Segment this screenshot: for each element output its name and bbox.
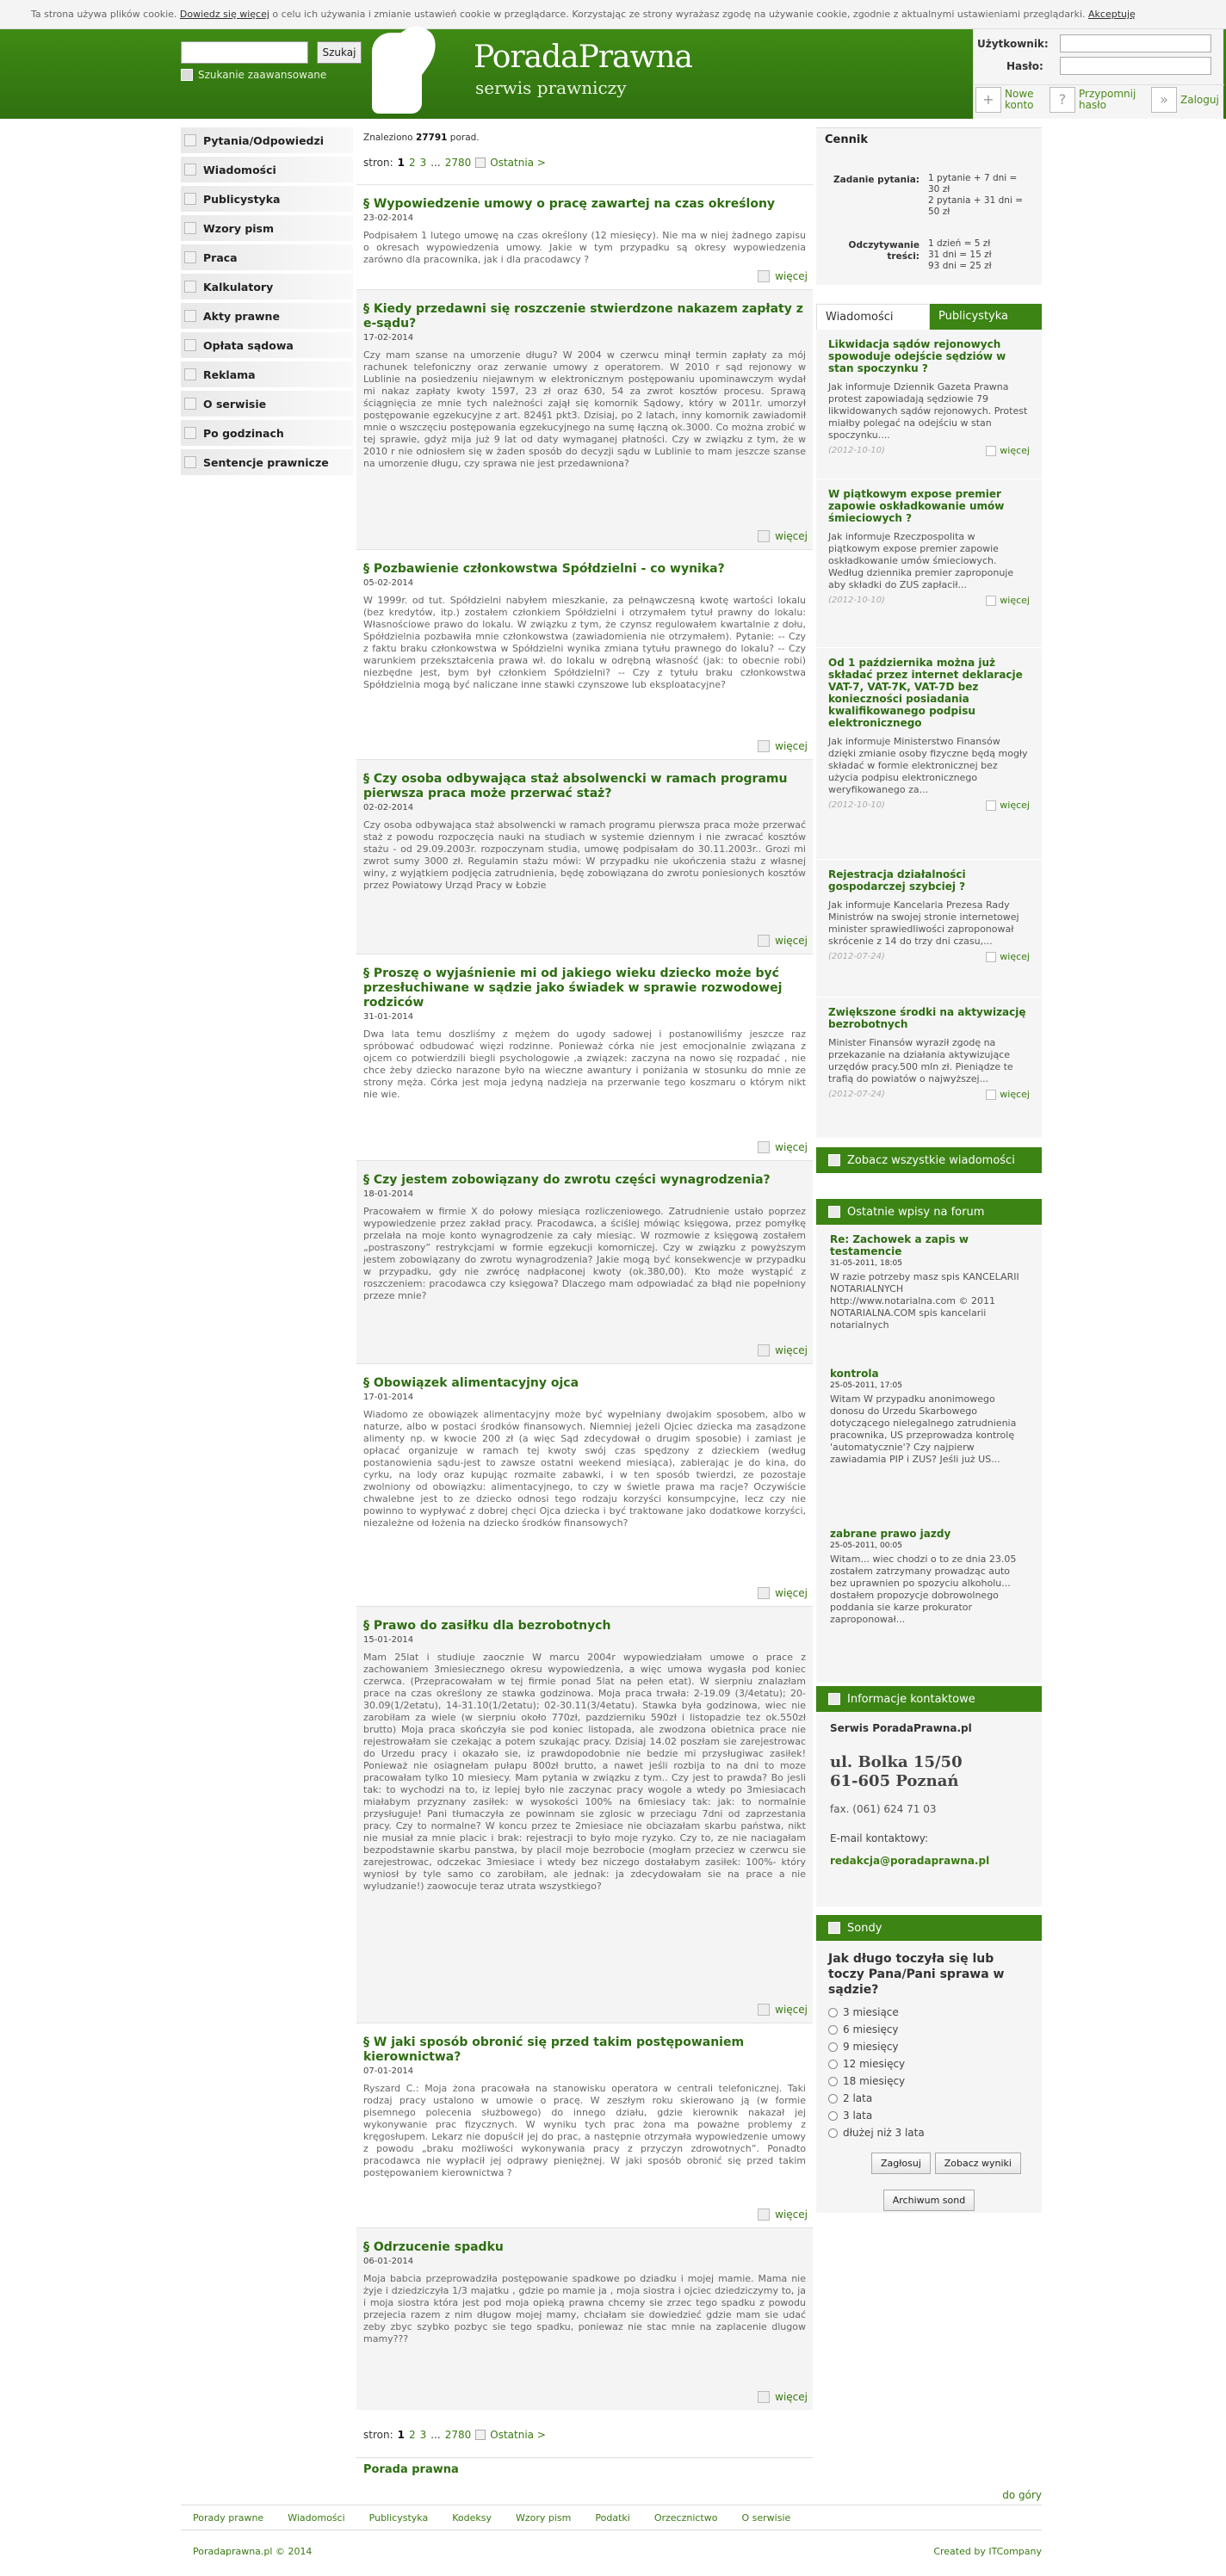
sidebar-item-o-serwisie[interactable] xyxy=(181,391,353,417)
footer-nav xyxy=(181,2505,1042,2530)
sidebar-item-wiadomosci[interactable] xyxy=(181,157,353,182)
arrow-icon xyxy=(828,1206,840,1218)
article-date: 23-02-2014 xyxy=(363,213,414,223)
results-suffix: porad. xyxy=(447,133,480,143)
footer-link[interactable]: Wiadomości xyxy=(288,2511,345,2523)
more-label: więcej xyxy=(1000,445,1030,456)
poll-title: Sondy xyxy=(847,1921,882,1935)
pagination-dots: ... xyxy=(430,157,441,169)
poll-option-label: 6 miesięcy xyxy=(843,2023,899,2035)
username-input[interactable] xyxy=(1060,34,1211,53)
article-date: 17-02-2014 xyxy=(363,333,414,343)
sidebar-item-kalkulatory[interactable] xyxy=(181,274,353,300)
article-excerpt: Podpisałem 1 lutego umowę na czas określony (12 miesięcy). Nie ma w niej żadnego zapisu o okresach wypowiedzenia umowy. Jakie w tym przypadku są okresy wypowiedzenia zarówno dla pracownika, jak i dla pracodawcy ? xyxy=(363,230,806,265)
pricing-row-value: 1 dzień = 5 zł 31 dni = 15 zł 93 dni = 25 zł xyxy=(928,238,992,271)
sidebar-item-label: Kalkulatory xyxy=(203,280,274,293)
poll-option[interactable] xyxy=(828,2006,1030,2018)
back-to-top-link[interactable]: do góry xyxy=(1002,2489,1042,2501)
arrow-icon xyxy=(758,935,770,947)
forum-post-date: 25-05-2011, 17:05 xyxy=(830,1381,902,1390)
article-title[interactable]: § W jaki sposób obronić się przed takim postępowaniem kierownictwa? xyxy=(363,2035,745,2064)
more-link[interactable] xyxy=(758,1587,808,1599)
more-link[interactable] xyxy=(758,2391,808,2403)
page-2-link[interactable]: 2 xyxy=(408,157,416,169)
arrow-icon xyxy=(184,368,196,380)
poll-results-button[interactable]: Zobacz wyniki xyxy=(935,2153,1021,2174)
forum-post-title[interactable]: kontrola xyxy=(830,1368,879,1380)
forum-post-title[interactable]: Re: Zachowek a zapis w testamencie xyxy=(830,1233,969,1257)
page-3-link[interactable]: 3 xyxy=(419,2429,427,2441)
sidebar-item-reklama[interactable] xyxy=(181,361,353,387)
more-link[interactable] xyxy=(758,935,808,947)
more-label: więcej xyxy=(1000,595,1030,606)
pagination-top xyxy=(356,148,813,177)
more-link[interactable] xyxy=(758,740,808,752)
new-account-link[interactable] xyxy=(975,87,1041,113)
radio-icon[interactable] xyxy=(828,2060,838,2069)
pagination-label: stron: xyxy=(363,2429,393,2441)
more-link[interactable] xyxy=(758,1344,808,1356)
news-excerpt: Jak informuje Dziennik Gazeta Prawna protest zapowiadają sędziowie 79 likwidowanych sądów rejonowych. Protest miałby polegać na odejściu w stan spoczynku.... xyxy=(828,381,1028,441)
arrow-icon xyxy=(184,427,196,439)
arrow-icon xyxy=(184,251,196,263)
footer-link[interactable]: O serwisie xyxy=(741,2511,791,2523)
more-link[interactable] xyxy=(758,270,808,282)
poll-option[interactable] xyxy=(828,2092,1030,2104)
article-date: 18-01-2014 xyxy=(363,1189,414,1199)
footer-link[interactable]: Wzory pism xyxy=(515,2511,572,2523)
news-date: (2012-07-24) xyxy=(828,1090,885,1099)
more-label: więcej xyxy=(775,1141,808,1153)
more-label: więcej xyxy=(775,2208,808,2221)
news-title[interactable]: Likwidacja sądów rejonowych spowoduje odejście sędziów w stan spoczynku ? xyxy=(828,338,1006,374)
contact-header xyxy=(816,1686,1042,1712)
search-button[interactable]: Szukaj xyxy=(317,41,362,64)
article-item xyxy=(356,759,813,954)
advanced-search-label: Szukanie zaawansowane xyxy=(198,69,327,81)
poll-option[interactable] xyxy=(828,2127,1030,2139)
contact-street: ul. Bolka 15/50 xyxy=(830,1753,963,1771)
page-last-link[interactable]: Ostatnia > xyxy=(490,2429,546,2441)
news-date: (2012-10-10) xyxy=(828,800,885,810)
article-item xyxy=(356,2023,813,2227)
poll-option-label: 3 lata xyxy=(843,2110,873,2122)
arrow-icon xyxy=(758,740,770,752)
arrow-icon xyxy=(475,158,486,168)
article-excerpt: W 1999r. od tut. Spółdzielni nabyłem mieszkanie, za pełnąwczesną kwotę wartości lokalu (bez kredytów, itp.) zostałem członkiem Spółdzielni i otrzymałem tytuł prawny do lokalu: Własnościowe prawo do lokalu. W związku z tym, że czynsz regulowałem kwartalnie z dołu, Spółdzielnia pozbawiła mnie członkowstwa (zawiadomienia nie otrzymałem). Pytanie: -- Czy z faktu braku członkowstwa w Spółdzielni wynika zmiana tytułu prawnego do lokalu? -- Czy warunkiem przekształcenia prawa wł. do lokalu w odrębną własność (jak: to obecnie robi) niezbędne jest, bym był członkiem Spółdzielni? -- Czy z tytułu braku członkowstwa Spółdzielnia mogą być naliczane inne stawki czynszowe lub eksploatacyjne? xyxy=(363,595,806,690)
more-label: więcej xyxy=(775,2004,808,2016)
article-date: 06-01-2014 xyxy=(363,2257,414,2266)
poll-box xyxy=(816,1941,1042,2213)
news-excerpt: Jak informuje Ministerstwo Finansów dzięki zmianie osoby fizyczne będą mogły składać w formie elektronicznej bez użycia podpisu elektronicznego weryfikowanego za... xyxy=(828,736,1028,795)
poll-option-label: 9 miesięcy xyxy=(843,2041,899,2053)
arrow-icon xyxy=(181,69,193,81)
forum-post-excerpt: Witam W przypadku anonimowego donosu do Urzedu Skarbowego dotyczącego nielegalnego zatrudnienia pracownika, US przeprowadza kontrolę 'automatycznie'? Czy najpierw zawiadamia PIP i ZUS? Jeśli już US... xyxy=(830,1393,1017,1465)
arrow-icon xyxy=(184,193,196,205)
poll-option-label: 2 lata xyxy=(843,2092,873,2104)
arrow-icon xyxy=(986,446,996,456)
sidebar-item-po-godzinach[interactable] xyxy=(181,420,353,446)
sidebar-item-label: Pytania/Odpowiedzi xyxy=(203,133,325,147)
vote-button[interactable]: Zagłosuj xyxy=(871,2153,931,2174)
logo-title[interactable]: PoradaPrawna xyxy=(474,40,692,75)
sidebar-item-label: Praca xyxy=(203,250,238,264)
remind-password-label: Przypomnij hasło xyxy=(1079,88,1136,111)
news-title[interactable]: Zwiększone środki na aktywizację bezrobotnych xyxy=(828,1006,1026,1030)
contact-fax: fax. (061) 624 71 03 xyxy=(830,1803,937,1815)
sidebar-item-label: Akty prawne xyxy=(203,309,280,323)
sidebar-item-oplata-sadowa[interactable] xyxy=(181,332,353,358)
contact-email-label: E-mail kontaktowy: xyxy=(830,1832,929,1844)
forum-title: Ostatnie wpisy na forum xyxy=(847,1205,985,1219)
radio-icon[interactable] xyxy=(828,2111,838,2121)
sidebar-nav xyxy=(181,127,353,479)
article-date: 15-01-2014 xyxy=(363,1635,414,1645)
arrow-icon xyxy=(758,270,770,282)
news-excerpt: Jak informuje Rzeczpospolita w piątkowym expose premier zapowie oskładkowanie umów śmieciowych. Według dziennika premier zaproponuje aby składki do ZUS zapłacił... xyxy=(828,531,1014,590)
sidebar-item-wzory-pism[interactable] xyxy=(181,215,353,241)
page-3-link[interactable]: 3 xyxy=(419,157,427,169)
poll-option-label: 3 miesiące xyxy=(843,2006,899,2018)
article-item xyxy=(356,954,813,1160)
news-title[interactable]: Rejestracja działalności gospodarczej szybciej ? xyxy=(828,868,966,893)
sidebar-item-akty-prawne[interactable] xyxy=(181,303,353,329)
sidebar-item-label: Po godzinach xyxy=(203,426,284,440)
cookie-bar xyxy=(0,0,1226,29)
arrow-icon xyxy=(758,2391,770,2403)
news-item xyxy=(816,479,1042,648)
arrow-icon xyxy=(828,1922,840,1934)
pricing-row-value: 1 pytanie + 7 dni = 30 zł 2 pytania + 31 dni = 50 zł xyxy=(928,173,1023,217)
bottom-heading: Porada prawna xyxy=(356,2457,813,2478)
article-excerpt: Moja babcia przeprowadziła postępowanie spadkowe po dziadku i mojej mamie. Mama nie żyje i dziedziczyła 1/3 majatku , gdzie po mamie ja , moja siostra i ojciec dziedziczymy to, ja i moja siostra która jest pod moja opieką prawna chcemy sie zrzec tego spadku z powodu przejecia razem z nim długow mojej mamy, chciałam sie dowiedzieć gdzie mam sie udać zeby zbyc szybko pozbyc sie tego spadku, poniewaz nie stac mnie na zaplacenie dlugow mamy??? xyxy=(363,2273,806,2344)
arrow-icon xyxy=(184,456,196,468)
pricing-row-label: Zadanie pytania: xyxy=(833,175,920,185)
news-item xyxy=(816,860,1042,998)
more-label: więcej xyxy=(775,935,808,947)
contact-title: Informacje kontaktowe xyxy=(847,1692,975,1706)
forum-post-excerpt: Witam... wiec chodzi o to ze dnia 23.05 zostałem zatrzymany prowadząc auto bez uprawnien po spozyciu alkoholu... dostałem propozycje dobrowolnego poddania sie karze prokurator zaproponował... xyxy=(830,1554,1017,1625)
more-label: więcej xyxy=(775,1587,808,1599)
sidebar-item-label: Publicystyka xyxy=(203,192,281,206)
poll-option[interactable] xyxy=(828,2023,1030,2035)
radio-icon[interactable] xyxy=(828,2008,838,2017)
article-title[interactable]: § Obowiązek alimentacyjny ojca xyxy=(363,1376,579,1390)
search-input[interactable] xyxy=(181,41,308,64)
footer-link[interactable]: Podatki xyxy=(595,2511,630,2523)
site-header xyxy=(0,29,1226,119)
cookie-text-2: o celu ich używania i zmianie ustawień cookie w przeglądarce. Korzystając ze strony wyrażasz zgodę na używanie cookie, zgodnie z aktualnymi ustawieniami przeglądarki. xyxy=(269,9,1089,20)
forum-header xyxy=(816,1199,1042,1225)
news-item xyxy=(816,330,1042,479)
more-label: więcej xyxy=(1000,1089,1030,1100)
news-more-link[interactable] xyxy=(986,595,1030,606)
arrow-icon xyxy=(758,530,770,542)
more-link[interactable] xyxy=(758,2208,808,2221)
article-excerpt: Dwa lata temu doszliśmy z mężem do ugody sadowej i postanowiliśmy jeszcze raz spróbować odbudować więzi rodzinne. Ponieważ córka nie jest emocjonalnie związana z ojcem co potwierdzili biegli psychologowie ,a związek: zaczyna na nowo się rozpadać , nie chce żeby dziecko narazone było na wieczne awantury i poniżania w stosunku do mnie ze strony męża. Córka jest moja jedyną nadzieja na przerwanie tego koszmaru o którym nikt nie wie. xyxy=(363,1029,806,1100)
poll-header xyxy=(816,1915,1042,1941)
article-date: 02-02-2014 xyxy=(363,803,414,812)
arrow-icon xyxy=(758,1141,770,1153)
article-excerpt: Wiadomo ze obowiązek alimentacyjny może być wypełniany dwojakim sposobem, albo w naturze, albo w postaci środków finansowych. Niemniej jeżeli Ojciec dziecka ma zasądzone alimenty np. w kwocie 200 zł (a więc Sąd zdecydował o drugim sposobie) i zamiast je opłacać organizuje w ramach tej kwoty swój czas spędzony z dzieckiem (według postanowienia sądu-jest to zawsze ostatni weekend miesiąca), zabierając je do kina, do cyrku, na lody oraz kupując rozmaite zabawki, i w ten sposób twierdzi, ze pozostaje zwolniony od obowiązku: alimentacyjnego, to czy w świetle prawa ma racje? Oczywiście chwalebne jest to ze dziecko odnosi tego rodzaju korzyści konsumpcyjne, lecz czy nie powinno to wypływać z dobrej chęci Ojca dziecka i być traktowane jako dodatkowe korzyści, niezależne od łożenia na dziecko środków finansowych? xyxy=(363,1409,806,1529)
cookie-text-1: Ta strona używa plików cookie. xyxy=(31,9,180,20)
sidebar-item-praca[interactable] xyxy=(181,244,353,270)
article-title[interactable]: § Czy osoba odbywająca staż absolwencki w ramach programu pierwsza praca może przerwać staż? xyxy=(363,772,788,800)
main-content xyxy=(356,127,813,2441)
arrow-icon xyxy=(184,398,196,410)
radio-icon[interactable] xyxy=(828,2077,838,2086)
results-number: 27791 xyxy=(415,133,448,143)
more-label: więcej xyxy=(1000,800,1030,811)
news-date: (2012-07-24) xyxy=(828,952,885,961)
news-title[interactable]: Od 1 października można już składać przez internet deklaracje VAT-7, VAT-7K, VAT-7D bez konieczności posiadania kwalifikowanego podpisu elektronicznego xyxy=(828,657,1023,729)
question-icon: ? xyxy=(1050,87,1075,113)
more-label: więcej xyxy=(775,530,808,542)
poll-question: Jak długo toczyła się lub toczy Pana/Pani sprawa w sądzie? xyxy=(828,1952,1005,1997)
tab-news[interactable]: Wiadomości xyxy=(816,304,930,330)
poll-option-label: 18 miesięcy xyxy=(843,2075,906,2087)
article-item xyxy=(356,1363,813,1606)
page-last-link[interactable]: Ostatnia > xyxy=(490,157,546,169)
chevron-right-icon: » xyxy=(1151,87,1177,113)
pricing-row-label: Odczytywanie treści: xyxy=(848,240,920,262)
poll-option[interactable] xyxy=(828,2075,1030,2087)
radio-icon[interactable] xyxy=(828,2025,838,2035)
results-count xyxy=(356,127,813,148)
arrow-icon xyxy=(184,310,196,322)
poll-option-label: 12 miesięcy xyxy=(843,2058,906,2070)
contact-email-link[interactable]: redakcja@poradaprawna.pl xyxy=(830,1855,990,1867)
news-date: (2012-10-10) xyxy=(828,596,885,605)
more-link[interactable] xyxy=(758,2004,808,2016)
forum-post xyxy=(816,1225,1042,1359)
forum-post xyxy=(816,1359,1042,1519)
arrow-icon xyxy=(184,134,196,146)
article-excerpt: Ryszard C.: Moja żona pracowała na stanowisku operatora w centrali telefonicznej. Taki rodzaj pracy ustalono w umowie o pracę. W zeszłym roku skierowano ją (w formie pisemnego polecenia służbowego) do innego działu, gdzie kierownik nakazał jej wykonywanie prac fizycznych. W wyniku tych prac żona ma poważne problemy z kręgosłupem. Lekarz nie dopuścił jej do prac, a następnie otrzymała wypowiedzenie umowy z powodu „braku możliwości wykonywania pracy z przyczyn zdrowotnych”. Ponadto pracodawca nie wypłacił jej odprawy pieniężnej. W jaki sposób obronić się przed takim postępowaniem kierownictwa ? xyxy=(363,2083,806,2178)
footer-link[interactable]: Publicystyka xyxy=(368,2511,429,2523)
pagination-label: stron: xyxy=(363,157,393,169)
radio-icon[interactable] xyxy=(828,2128,838,2138)
article-title[interactable]: § Proszę o wyjaśnienie mi od jakiego wieku dziecko może być przesłuchiwane w sądzie jako świadek w sprawie rozwodowej rodziców xyxy=(363,967,783,1010)
arrow-icon xyxy=(758,2004,770,2016)
all-news-link[interactable] xyxy=(816,1147,1042,1173)
article-excerpt: Mam 25lat i studiuje zaocznie W marcu 2004r wypowiedziałam umowe o prace z zachowaniem 3miesiecznego okresu wypowiedzenia, a więc umowa wygasła pod koniec czerwca. (Przepracowałam w tej firmie ponad 5lat na pełen etat). W sierpniu znalazłam prace na czas określony ze stawka godzinowa. Moja praca trwała: 2-19.09 (3/4etatu); 20-30.09(1/2etatu), 14-31.10(1/2etatu); 02-30.11(3/4etatu). Stawka była godzinowa, wiec nie zarobiłam za wiele (w sierpniu około 770zł, pazdzierniku 590zł i listopadzie tez ok.550zł brutto) Moja praca skończyła sie pod koniec listopada, ale zwodzona obietnica prace nie rejestrowałam sie czekając a potem szukając pracy. Dzisiaj 14.02 poszłam sie zarejestrowac do Urzedu pracy i okazało sie, iz prawdopodobnie nie bedzie mi przysługiwac zasiłek! Ponieważ nie osiagnełam pułapu 800zł brutto, a nawet jeśli rozbija to na dni to moze pracowałam tylko 10 miesiecy. Mam pytania w związku z tym.. Czy jest to prawda? Bo jesli tak: to wychodzi na to, iz lepiej było nie zaczynac pracy wogole a wtedy po 3miesiacach miałabym przyznany zasiłek: w wysokości 100% na 6miesiacy tak: jak: to normalnie przysługuje! Pani tłumaczyła ze powinnam sie zglosic w przeciagu 7dni od zaprzestania pracy. Czy to normalne? W koncu przez te 2miesiace nie obciazałam skarbu państwa, nikt nie musiał za mnie placic i brak: rejestracji to było moje ryzyko. Czy to, ze nie naciagałam bezpodstawnie skarbu panstwa, by placil moje bezrobocie (mogłam przeciez w czerwcu sie zarejestrowac, odczekac 3miesiace i wtedy bez niczego dostałabym zasiłek: 100%- który wyniosł by tyle samo co zarobiłam, ale jednak: ja zdecydowałam sie na prace a nie wyludzanie!) zaowocuje teraz utrata wszystkiego? xyxy=(363,1652,806,1892)
copyright: Poradaprawna.pl © 2014 xyxy=(193,2546,313,2557)
radio-icon[interactable] xyxy=(828,2094,838,2103)
login-link[interactable] xyxy=(1151,87,1219,113)
news-list xyxy=(816,330,1042,1139)
arrow-icon xyxy=(758,1344,770,1356)
article-title[interactable]: § Prawo do zasiłku dla bezrobotnych xyxy=(363,1619,611,1633)
contact-city: 61-605 Poznań xyxy=(830,1772,959,1790)
sidebar-item-label: Reklama xyxy=(203,368,256,381)
remind-password-link[interactable] xyxy=(1050,87,1144,113)
article-title[interactable]: § Pozbawienie członkowstwa Spółdzielni - co wynika? xyxy=(363,562,725,576)
sidebar-item-sentencje[interactable] xyxy=(181,449,353,475)
sidebar-item-label: Wzory pism xyxy=(203,221,275,235)
sidebar-item-pytania[interactable] xyxy=(181,127,353,153)
right-column xyxy=(816,127,1042,2213)
news-title[interactable]: W piątkowym expose premier zapowie oskładkowanie umów śmieciowych ? xyxy=(828,488,1005,524)
article-excerpt: Czy mam szanse na umorzenie długu? W 2004 w czerwcu minął termin zapłaty za mój rachunek telefoniczny oraz zerwanie umowy z operatorem. W 2010 r sąd rejonowy w Lublinie na posiedzeniu niejawnym w elektronicznym postępowaniu upominawczym wydał mi nakaz zapłaty kwoty 1597, 23 zł oraz 630, 54 za zwrot kosztów procesu. Sprawą ściągnięcia ze mnie tych należności zajął się komornik Sądowy, który w 2011r. umorzył postępowanie egzekucyjne z art. 824§1 pkt3. Dzisiaj, po 2 latach, inny komornik zawiadomił mnie o wszczęciu postępowania egzekucyjnego na sumę łączną ok.3000. Co można zrobić w tej sprawie, gdyż mija już 9 lat od daty wymaganej płatności. Czy w związku z tym, że w 2010 r nie odniosłem się w żaden sposób do decyzji sądu w Lublinie to mam jeszcze szanse na umorzenie długu, czy sprawa nie jest przedawniona? xyxy=(363,349,806,469)
logo-subtitle: serwis prawniczy xyxy=(475,77,627,98)
more-link[interactable] xyxy=(758,1141,808,1153)
poll-option[interactable] xyxy=(828,2041,1030,2053)
arrow-icon xyxy=(986,800,996,811)
news-item xyxy=(816,998,1042,1139)
news-tabs xyxy=(816,304,1042,330)
forum-post-title[interactable]: zabrane prawo jazdy xyxy=(830,1528,951,1540)
article-title[interactable]: § Wypowiedzenie umowy o pracę zawartej na czas określony xyxy=(363,197,776,211)
pricing-box xyxy=(816,127,1042,285)
news-more-link[interactable] xyxy=(986,445,1030,456)
article-date: 31-01-2014 xyxy=(363,1012,414,1022)
cookie-accept-link[interactable]: Akceptuję xyxy=(1088,9,1136,20)
more-label: więcej xyxy=(775,1344,808,1356)
arrow-icon xyxy=(986,596,996,606)
advanced-search-link[interactable] xyxy=(181,69,326,81)
more-label: więcej xyxy=(1000,951,1030,962)
page-2-link[interactable]: 2 xyxy=(408,2429,416,2441)
page-current: 1 xyxy=(397,2429,405,2441)
new-account-label: Nowe konto xyxy=(1005,88,1034,111)
pagination-dots: ... xyxy=(430,2429,441,2441)
article-excerpt: Pracowałem w firmie X do połowy miesiąca rozliczeniowego. Zatrudnienie ustało poprzez wypowiedzenie przez zakład pracy. Pracodawca, a ściślej mówiąc księgowa, przez pomyłkę przelała na moje konto wynagrodzenie za cały miesiąc. W rozmowie z księgową zostałem „postraszony” restrykcjami w formie egzekucji komorniczej. Czy w związku z powyższym jestem zobowiązany do zwrotu wynagrodzenia? Jakie mogą być konsekwencje w przypadku w przypadku, gdy nie zwrócę nadpłaconej kwoty (ok.380,00). Kto może wystąpić z roszczeniem: pracodawca czy księgowa? Dlaczego mam odpowiadać za błąd nie popełniony przeze mnie? xyxy=(363,1206,806,1301)
article-excerpt: Czy osoba odbywająca staż absolwencki w ramach programu pierwsza praca może przerwać staż z powodu rozpoczęcia nauki na studiach w systemie dziennym i nie zwracać kosztów stażu - od 29.09.2003r. rozpoczynam studia, umowę podpisałam do 30.11.2003r.. Grozi mi zwrot sumy 3000 zł. Regulamin stażu mówi: W przypadku nie ukończenia stażu z własnej winy, z wyjątkiem podjęcia zatrudnienia, będę zobowiązana do zwrotu poniesionych kosztów przez Powiatowy Urząd Pracy w Łobzie xyxy=(363,819,806,891)
login-label: Zaloguj xyxy=(1180,93,1219,106)
article-title[interactable]: § Odrzucenie spadku xyxy=(363,2240,504,2254)
poll-option[interactable] xyxy=(828,2110,1030,2122)
forum-post-date: 31-05-2011, 18:05 xyxy=(830,1259,902,1268)
sidebar-item-label: O serwisie xyxy=(203,397,267,411)
article-item xyxy=(356,184,813,289)
password-label: Hasło: xyxy=(1006,60,1043,72)
tab-articles[interactable]: Publicystyka xyxy=(930,304,1042,330)
news-excerpt: Jak informuje Kancelaria Prezesa Rady Ministrów na swojej stronie internetowej minister sprawiedliwości zaproponował skrócenie z 14 do trzy dni czasu,... xyxy=(828,899,1019,947)
cookie-more-link[interactable]: Dowiedz się więcej xyxy=(179,9,269,20)
arrow-icon xyxy=(184,281,196,293)
login-panel xyxy=(973,29,1223,119)
more-link[interactable] xyxy=(758,530,808,542)
more-label: więcej xyxy=(775,2391,808,2403)
radio-icon[interactable] xyxy=(828,2042,838,2052)
footer-link[interactable]: Porady prawne xyxy=(193,2511,264,2523)
more-label: więcej xyxy=(775,740,808,752)
arrow-icon xyxy=(986,952,996,962)
article-date: 17-01-2014 xyxy=(363,1393,414,1402)
plus-icon: + xyxy=(975,87,1001,113)
article-item xyxy=(356,1606,813,2023)
arrow-icon xyxy=(184,222,196,234)
news-more-link[interactable] xyxy=(986,1089,1030,1100)
contact-firm: Serwis PoradaPrawna.pl xyxy=(830,1722,972,1734)
arrow-icon xyxy=(828,1154,840,1166)
arrow-icon xyxy=(758,1587,770,1599)
password-input[interactable] xyxy=(1060,57,1211,75)
poll-archive-button[interactable]: Archiwum sond xyxy=(883,2190,975,2211)
news-excerpt: Minister Finansów wyraził zgodę na przekazanie na działania aktywizujące urzędów pracy.500 mln zł. Pieniądze te trafią do powiatów o najwyższej... xyxy=(828,1037,1013,1084)
article-title[interactable]: § Czy jestem zobowiązany do zwrotu części wynagrodzenia? xyxy=(363,1173,771,1187)
arrow-icon xyxy=(828,1693,840,1705)
arrow-icon xyxy=(184,339,196,351)
news-date: (2012-10-10) xyxy=(828,446,885,455)
article-item xyxy=(356,1160,813,1363)
more-label: więcej xyxy=(775,270,808,282)
page-last-number-link[interactable]: 2780 xyxy=(444,2429,472,2441)
contact-box xyxy=(816,1712,1042,1906)
arrow-icon xyxy=(758,2208,770,2221)
pagination-bottom xyxy=(356,2420,553,2449)
sidebar-item-publicystyka[interactable] xyxy=(181,186,353,212)
footer-link[interactable]: Kodeksy xyxy=(452,2511,492,2523)
page-last-number-link[interactable]: 2780 xyxy=(444,157,472,169)
sidebar-item-label: Sentencje prawnicze xyxy=(203,455,329,469)
article-date: 05-02-2014 xyxy=(363,578,414,588)
article-date: 07-01-2014 xyxy=(363,2066,414,2076)
page-current: 1 xyxy=(397,157,405,169)
news-more-link[interactable] xyxy=(986,800,1030,811)
pricing-title: Cennik xyxy=(825,133,868,146)
article-title[interactable]: § Kiedy przedawni się roszczenie stwierdzone nakazem zapłaty z e-sądu? xyxy=(363,302,803,330)
footer-link[interactable]: Orzecznictwo xyxy=(653,2511,718,2523)
news-more-link[interactable] xyxy=(986,951,1030,962)
poll-option-label: dłużej niż 3 lata xyxy=(843,2127,925,2139)
forum-post-date: 25-05-2011, 00:05 xyxy=(830,1541,902,1550)
sidebar-item-label: Opłata sądowa xyxy=(203,338,294,352)
arrow-icon xyxy=(475,2430,486,2440)
arrow-icon xyxy=(986,1090,996,1100)
article-item xyxy=(356,289,813,549)
forum-post xyxy=(816,1519,1042,1683)
article-item xyxy=(356,2227,813,2410)
article-item xyxy=(356,549,813,759)
results-prefix: Znaleziono xyxy=(363,133,416,143)
username-label: Użytkownik: xyxy=(977,38,1049,50)
created-by-link[interactable]: Created by ITCompany xyxy=(933,2546,1042,2557)
news-item xyxy=(816,648,1042,860)
all-news-label: Zobacz wszystkie wiadomości xyxy=(847,1153,1015,1167)
poll-option[interactable] xyxy=(828,2058,1030,2070)
forum-post-excerpt: W razie potrzeby masz spis KANCELARII NOTARIALNYCH http://www.notarialna.com © 2011 NOTARIALNA.COM spis kancelarii notarialnych xyxy=(830,1271,1019,1331)
arrow-icon xyxy=(184,164,196,176)
sidebar-item-label: Wiadomości xyxy=(203,163,276,176)
